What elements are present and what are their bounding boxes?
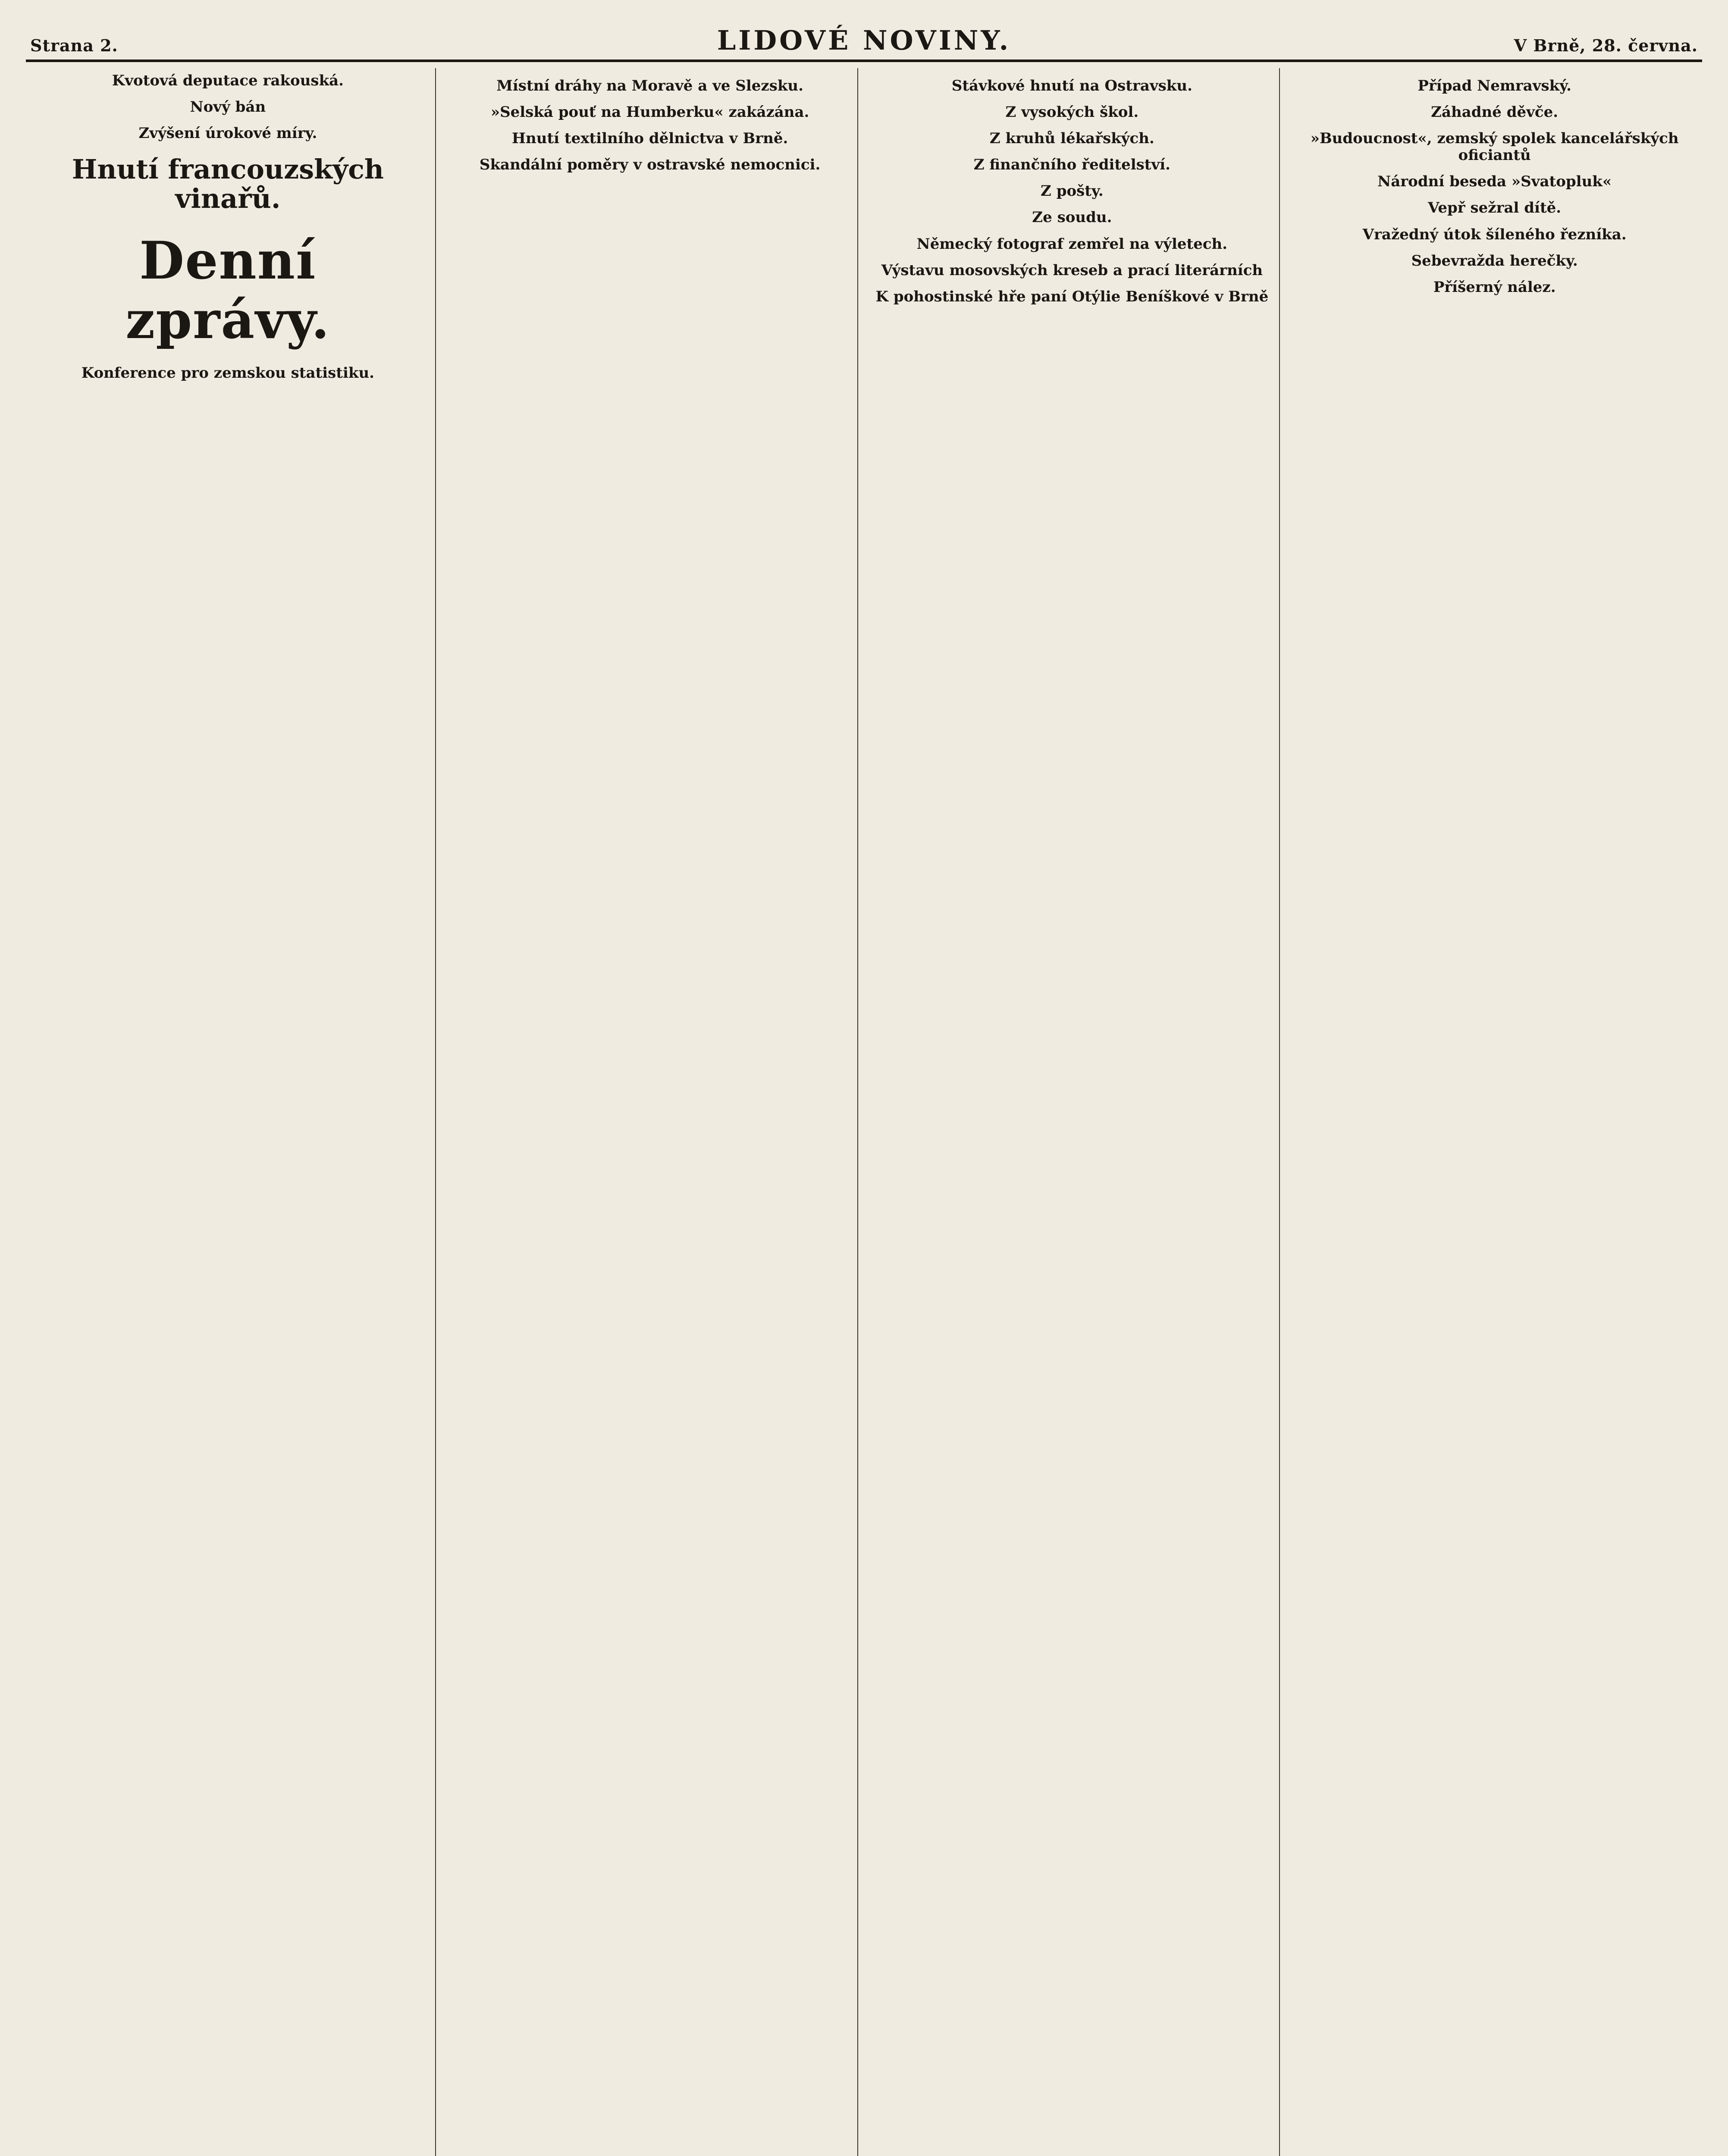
article-headline: Národní beseda »Svatopluk« <box>1377 173 1612 191</box>
article <box>873 236 1272 253</box>
article-headline: Denní zprávy. <box>125 230 330 351</box>
article <box>873 288 1272 305</box>
article <box>1295 226 1694 243</box>
article-headline: Hnutí textilního dělnictva v Brně. <box>511 130 788 147</box>
article-headline: Konference pro zemskou statistiku. <box>81 364 375 382</box>
article <box>451 130 850 147</box>
article-headline: Kvotová deputace rakouská. <box>112 72 344 89</box>
page-number: Strana 2. <box>30 36 118 55</box>
article-headline: »Selská pouť na Humberku« zakázána. <box>490 103 809 121</box>
article <box>28 365 427 382</box>
dateline: V Brně, 28. června. <box>1514 36 1698 55</box>
article-headline: Místní dráhy na Moravě a ve Slezsku. <box>496 77 803 94</box>
article-headline: Z vysokých škol. <box>1005 103 1139 121</box>
article-headline: Vražedný útok šíleného řezníka. <box>1362 226 1627 243</box>
article <box>1295 173 1694 190</box>
column-1 <box>26 68 436 2156</box>
article-headline: Ze soudu. <box>1032 209 1112 226</box>
article <box>873 183 1272 200</box>
article-headline: Německý fotograf zemřel na výletech. <box>916 235 1228 253</box>
article-headline: Výstavu mosovských kreseb a prací literárních <box>881 261 1263 279</box>
article-headline: Z pošty. <box>1041 182 1104 200</box>
paper-title: LIDOVÉ NOVINY. <box>717 25 1011 56</box>
article-headline: Příšerný nález. <box>1433 278 1556 296</box>
article <box>873 209 1272 226</box>
article-headline: Vepř sežral dítě. <box>1428 199 1562 217</box>
article <box>873 104 1272 121</box>
article <box>1295 253 1694 270</box>
article-headline: Hnutí francouzských vinařů. <box>72 154 384 215</box>
article-headline: »Budoucnost«, zemský spolek kancelářských oficiantů <box>1310 130 1679 164</box>
article <box>28 125 427 142</box>
article-headline: Případ Nemravský. <box>1418 77 1571 94</box>
article <box>873 78 1272 94</box>
article <box>451 157 850 173</box>
article <box>873 130 1272 147</box>
article <box>1295 78 1694 94</box>
article-columns <box>26 68 1702 2156</box>
column-2 <box>448 68 858 2156</box>
article <box>1295 200 1694 216</box>
article <box>28 72 427 89</box>
article-headline: Nový bán <box>190 98 266 116</box>
column-4 <box>1292 68 1702 2156</box>
article-headline: Z kruhů lékařských. <box>989 130 1154 147</box>
article-headline: K pohostinské hře paní Otýlie Beníškové v Brně <box>875 288 1269 305</box>
article-headline: Z finančního ředitelství. <box>973 156 1170 174</box>
article <box>28 155 427 213</box>
article <box>873 262 1272 279</box>
article <box>1295 279 1694 296</box>
article <box>873 157 1272 173</box>
article-headline: Záhadné děvče. <box>1431 103 1559 121</box>
article <box>28 231 427 350</box>
article-headline: Stávkové hnutí na Ostravsku. <box>951 77 1192 94</box>
article-headline: Sebevražda herečky. <box>1411 252 1578 270</box>
article-headline: Zvýšení úrokové míry. <box>138 125 317 142</box>
article-headline: Skandální poměry v ostravské nemocnici. <box>479 156 821 174</box>
masthead <box>26 17 1702 62</box>
article <box>28 99 427 116</box>
article <box>451 104 850 121</box>
article <box>1295 130 1694 164</box>
article <box>451 78 850 94</box>
column-3 <box>870 68 1280 2156</box>
article <box>1295 104 1694 121</box>
